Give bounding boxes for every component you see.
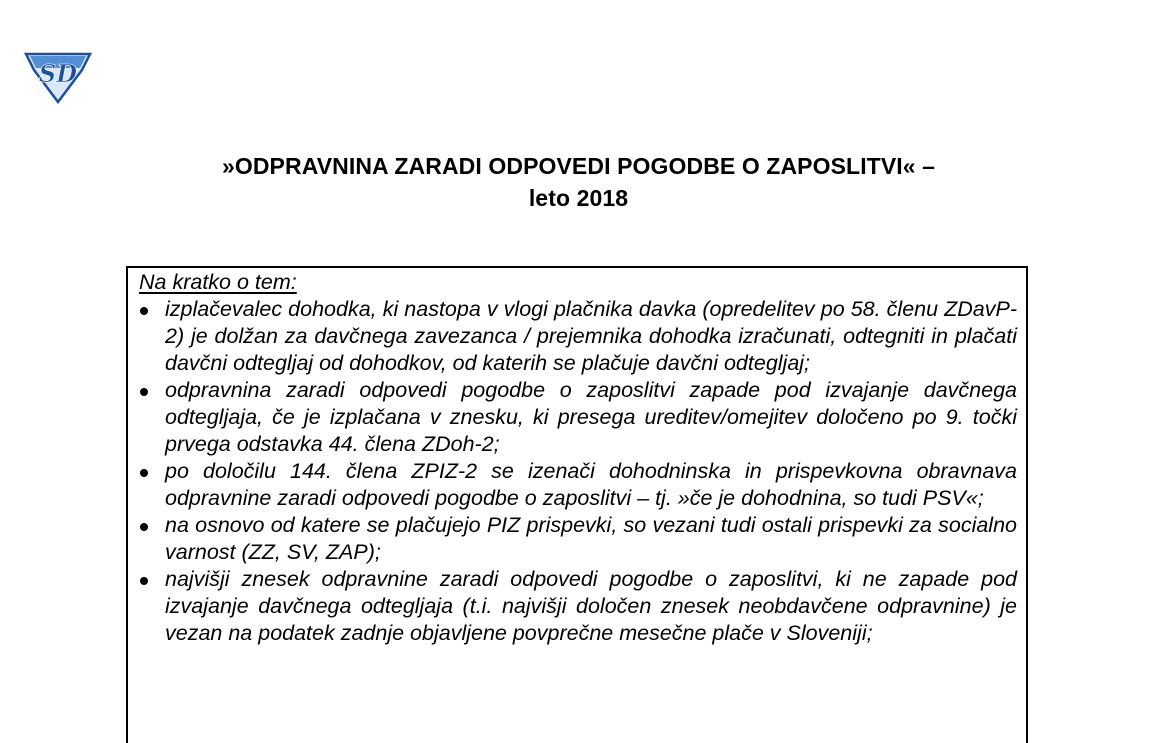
list-item-text: odpravnina zaradi odpovedi pogodbe o zaposlitvi zapade pod izvajanje davčnega odtegljaja, če je izplačana v znesku, ki presega ureditev/omejitev določeno po 9. točki prvega odstavka 44. člena ZDoh-2;	[165, 378, 1017, 456]
list-item-text: najvišji znesek odpravnine zaradi odpovedi pogodbe o zaposlitvi, ki ne zapade pod izvajanje davčnega odtegljaja (t.i. najvišji določen znesek neobdavčene odpravnine) je vezan na podatek zadnje objavljene povprečne mesečne plače v Sloveniji;	[165, 567, 1017, 645]
list-item-text: izplačevalec dohodka, ki nastopa v vlogi plačnika davka (opredelitev po 58. členu ZDavP-2) je dolžan za davčnega zavezanca / prejemnika dohodka izračunati, odtegniti in plačati davčni odtegljaj od dohodkov, od katerih se plačuje davčni odtegljaj;	[165, 297, 1017, 375]
list-item	[128, 296, 1026, 377]
company-logo	[20, 48, 96, 104]
bullet-icon	[140, 469, 148, 477]
document-title-line-1: »ODPRAVNINA ZARADI ODPOVEDI POGODBE O ZAPOSLITVI« –	[221, 153, 936, 179]
summary-box	[126, 266, 1028, 743]
list-item	[128, 566, 1026, 647]
list-item	[128, 377, 1026, 458]
bullet-icon	[140, 307, 148, 315]
bullet-icon	[140, 523, 148, 531]
summary-list	[128, 296, 1026, 647]
document-title	[0, 150, 1157, 214]
summary-heading: Na kratko o tem:	[139, 270, 297, 294]
logo-letters: SD	[38, 59, 78, 88]
document-title-line-2: leto 2018	[528, 185, 629, 211]
list-item	[128, 458, 1026, 512]
shield-logo-icon	[20, 48, 96, 104]
list-item-text: na osnovo od katere se plačujejo PIZ prispevki, so vezani tudi ostali prispevki za socialno varnost (ZZ, SV, ZAP);	[165, 513, 1017, 564]
list-item	[128, 512, 1026, 566]
list-item-text: po določilu 144. člena ZPIZ-2 se izenači dohodninska in prispevkovna obravnava odpravnine zaradi odpovedi pogodbe o zaposlitvi – tj. »če je dohodnina, so tudi PSV«;	[165, 459, 1017, 510]
bullet-icon	[140, 388, 148, 396]
bullet-icon	[140, 577, 148, 585]
